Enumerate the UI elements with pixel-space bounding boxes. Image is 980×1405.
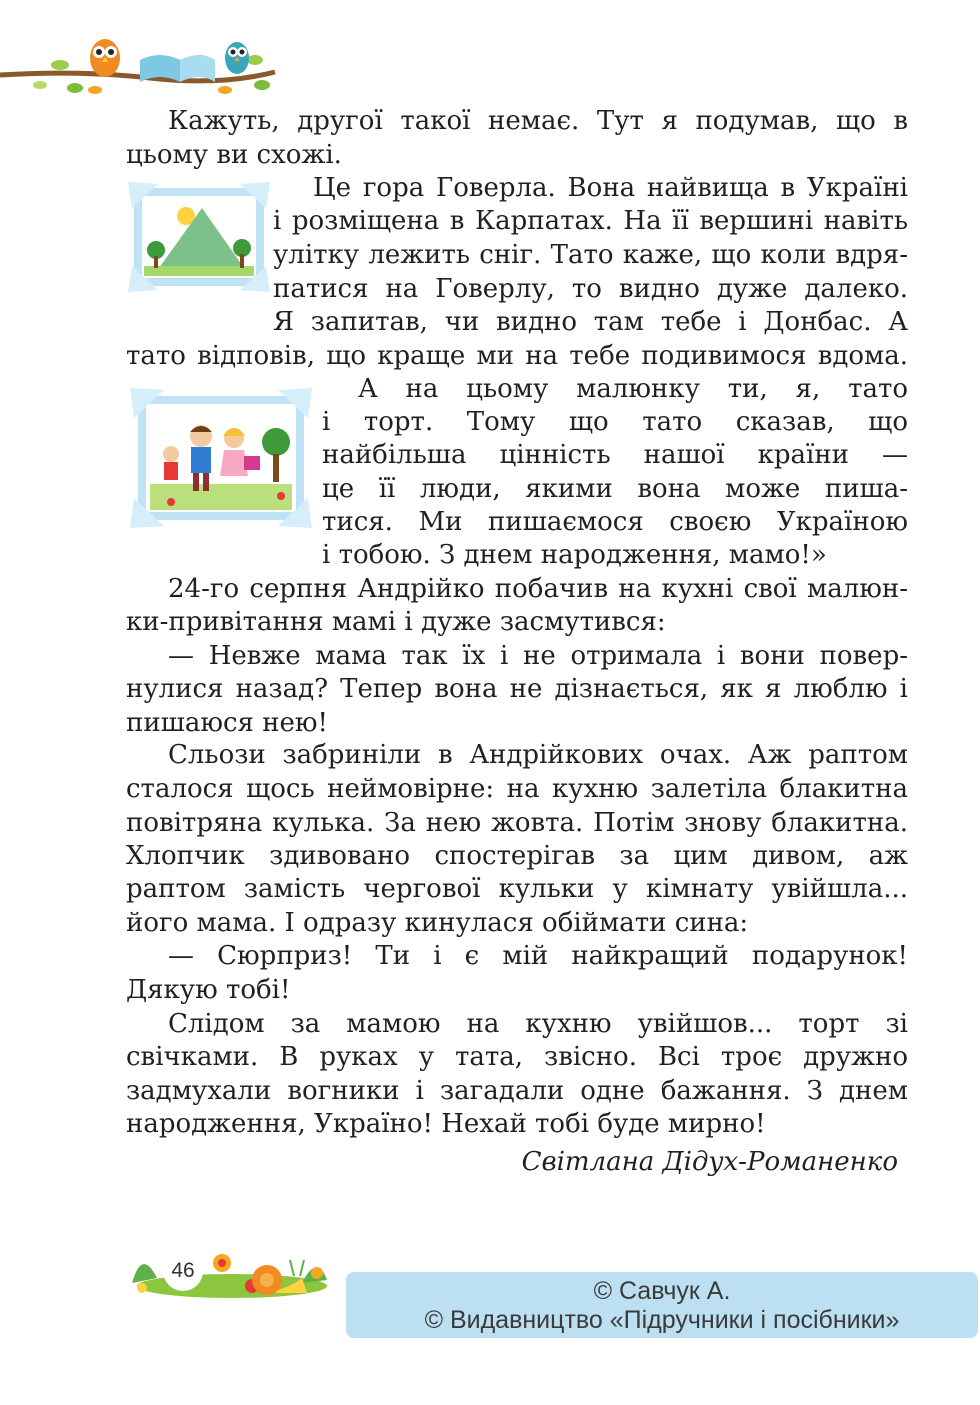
text-line: Це гора Говерла. Вона найвища в Україні xyxy=(313,173,908,203)
text-line: тися. Ми пишаємося своєю Україною xyxy=(322,507,908,537)
text-line: улітку лежить сніг. Тато каже, що коли вдря- xyxy=(273,240,908,270)
text-line: тато відповів, що краще ми на тебе подивимося вдома. xyxy=(126,341,908,371)
text-line: цьому ви схожі. xyxy=(126,140,342,170)
text-line: нулися назад? Тепер вона не дізнається, як я люблю і xyxy=(126,674,908,704)
text-line: Слідом за мамою на кухню увійшов... торт зі xyxy=(168,1009,908,1039)
text-line: 24-го серпня Андрійко побачив на кухні свої малюн- xyxy=(168,574,908,604)
copyright-banner xyxy=(346,1272,978,1338)
text-line: це її люди, якими вона може пиша- xyxy=(322,474,908,504)
text-line: задмухали вогники і загадали одне бажання. З днем xyxy=(126,1076,908,1106)
header-decoration xyxy=(0,30,280,105)
text-line: пишаюся нею! xyxy=(126,708,328,738)
text-line: повітряна кулька. За нею жовта. Потім знову блакитна. xyxy=(126,808,908,838)
book-icon xyxy=(140,55,215,82)
bird-icon xyxy=(225,42,249,74)
family-drawing xyxy=(126,384,316,532)
mountain-drawing xyxy=(124,178,274,296)
text-line: Кажуть, другої такої немає. Тут я подумав, що в xyxy=(168,106,908,136)
text-line: і тобою. З днем народження, мамо!» xyxy=(322,540,827,570)
text-line: його мама. І одразу кинулася обіймати сина: xyxy=(126,908,749,938)
footer-decoration xyxy=(122,1238,337,1308)
owl-icon xyxy=(90,39,120,77)
text-line: Дякую тобі! xyxy=(126,975,291,1005)
copyright-publisher: © Видавництво «Підручники і посібники» xyxy=(424,1306,900,1334)
author-signature: Світлана Дідух-Романенко xyxy=(521,1147,898,1177)
text-line: народження, Україно! Нехай тобі буде мирно! xyxy=(126,1109,766,1139)
page-number: 46 xyxy=(163,1251,203,1291)
text-line: сталося щось неймовірне: на кухню залетіла блакитна xyxy=(126,774,908,804)
text-line: свічками. В руках у тата, звісно. Всі троє дружно xyxy=(126,1042,908,1072)
text-line: — Сюрприз! Ти і є мій найкращий подарунок! xyxy=(168,941,908,971)
text-line: раптом замість чергової кульки у кімнату увійшла... xyxy=(126,874,908,904)
text-line: Хлопчик здивовано спостерігав за цим дивом, аж xyxy=(126,841,908,871)
text-line: Я запитав, чи видно там тебе і Донбас. А xyxy=(273,307,908,337)
text-line: — Невже мама так їх і не отримала і вони повер- xyxy=(168,641,908,671)
text-line: патися на Говерлу, то видно дуже далеко. xyxy=(273,274,908,304)
text-line: ки-привітання мамі і дуже засмутився: xyxy=(126,607,666,637)
text-line: і розміщена в Карпатах. На її вершині навіть xyxy=(273,206,908,236)
text-line: А на цьому малюнку ти, я, тато xyxy=(358,374,908,404)
text-line: найбільша цінність нашої країни — xyxy=(322,440,908,470)
text-line: Сльози забриніли в Андрійкових очах. Аж раптом xyxy=(168,740,908,770)
text-line: і торт. Тому що тато сказав, що xyxy=(322,407,908,437)
copyright-author: © Савчук А. xyxy=(593,1277,731,1305)
